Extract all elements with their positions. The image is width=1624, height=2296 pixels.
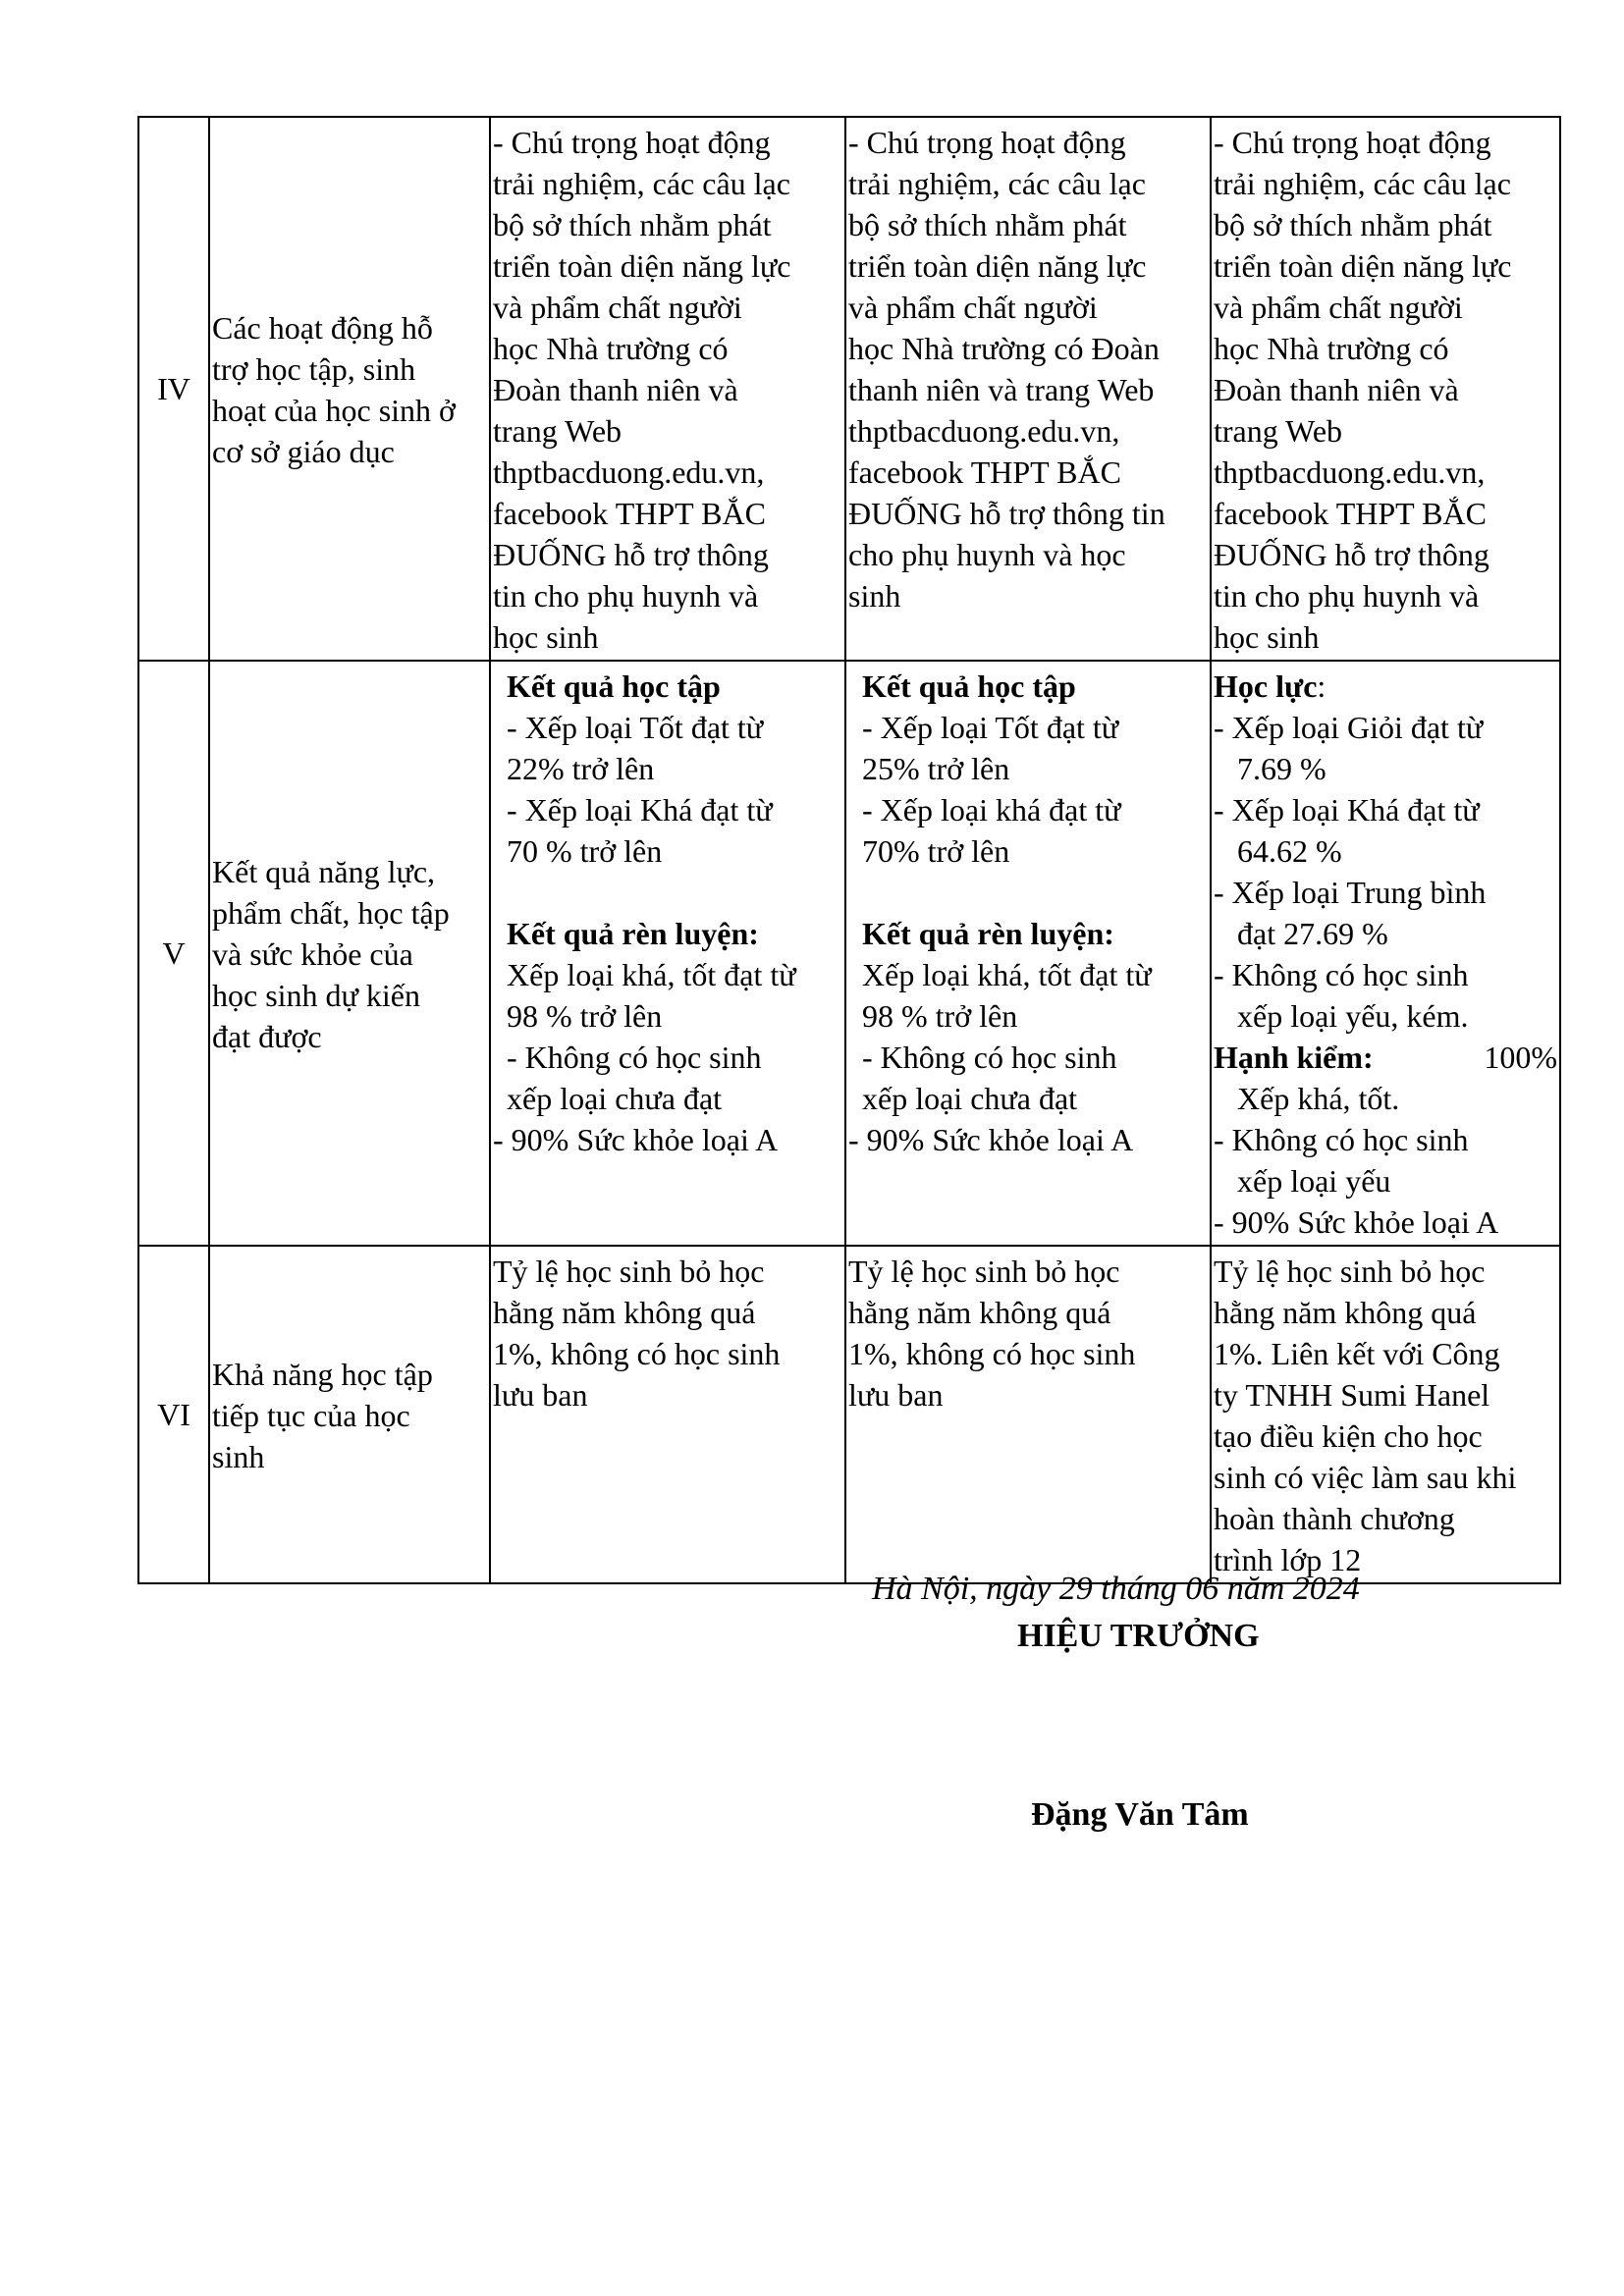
text-line: - Không có học sinh <box>1214 957 1469 992</box>
text-line: ty TNHH Sumi Hanel <box>1214 1377 1490 1413</box>
target-cell-1 <box>490 661 845 1246</box>
criterion-cell <box>209 117 490 661</box>
text-line: trợ học tập, sinh <box>212 351 416 387</box>
text-line: Kết quả năng lực, <box>212 854 436 889</box>
target-cell-1 <box>490 117 845 661</box>
text-line: bộ sở thích nhằm phát <box>1214 207 1492 242</box>
text-line: bộ sở thích nhằm phát <box>848 207 1127 242</box>
text-line: đạt được <box>212 1019 322 1054</box>
text-line: 70% trở lên <box>862 833 1010 869</box>
text-line: lưu ban <box>493 1377 588 1413</box>
text-line: sinh <box>212 1439 265 1474</box>
text-line: trải nghiệm, các câu lạc <box>848 166 1146 201</box>
text-line: xếp loại chưa đạt <box>507 1081 723 1116</box>
text-line: hằng năm không quá <box>493 1295 756 1330</box>
target-cell-3 <box>1211 117 1560 661</box>
text-line: - Xếp loại Khá đạt từ <box>1214 792 1480 828</box>
text-line: - Xếp loại Tốt đạt từ <box>507 710 764 745</box>
text-line: và phẩm chất người <box>493 290 742 325</box>
heading-label: Hạnh kiểm: <box>1214 1040 1374 1075</box>
text-line: xếp loại chưa đạt <box>862 1081 1078 1116</box>
text-line: facebook THPT BẮC <box>493 496 766 531</box>
text-line: tạo điều kiện cho học <box>1214 1418 1483 1454</box>
heading-suffix: : <box>1317 668 1326 704</box>
text-line: - 90% Sức khỏe loại A <box>493 1122 779 1157</box>
report-table <box>137 116 1561 1584</box>
text-line: 22% trở lên <box>507 751 655 786</box>
text-line: tin cho phụ huynh và <box>493 578 759 614</box>
text-line: trải nghiệm, các câu lạc <box>493 166 790 201</box>
text-line: cho phụ huynh và học <box>848 537 1126 572</box>
text-line: Khả năng học tập <box>212 1357 433 1392</box>
text-line: và phẩm chất người <box>1214 290 1463 325</box>
text-line: - Xếp loại Giỏi đạt từ <box>1214 710 1484 745</box>
text-line: 1%. Liên kết với Công <box>1214 1336 1500 1371</box>
text-line: phẩm chất, học tập <box>212 895 450 931</box>
target-cell-3 <box>1211 661 1560 1246</box>
row-number: V <box>138 661 209 1246</box>
text-line: học Nhà trường có Đoàn <box>848 331 1160 366</box>
text-line: cơ sở giáo dục <box>212 434 395 469</box>
text-line: Xếp khá, tốt. <box>1237 1081 1400 1116</box>
text-line: 7.69 % <box>1237 751 1326 786</box>
table-row-iv <box>138 117 1560 661</box>
text-line: 1%, không có học sinh <box>493 1336 781 1371</box>
text-line: lưu ban <box>848 1377 944 1413</box>
section-heading <box>1214 1037 1557 1078</box>
text-line: ĐUỐNG hỗ trợ thông tin <box>848 496 1165 531</box>
text-line: trình lớp 12 <box>1214 1542 1362 1577</box>
signature-date: Hà Nội, ngày 29 tháng 06 năm 2024 <box>872 1571 1360 1607</box>
text-line: Xếp loại khá, tốt đạt từ <box>862 957 1152 992</box>
section-heading: Kết quả học tập <box>862 668 1076 704</box>
text-line: - Chú trọng hoạt động <box>493 125 771 160</box>
spacer <box>848 872 1208 913</box>
target-cell-2 <box>845 117 1211 661</box>
text-line: thptbacduong.edu.vn, <box>848 413 1120 449</box>
text-line: học sinh dự kiến <box>212 978 420 1013</box>
text-line: Tỷ lệ học sinh bỏ học <box>493 1254 765 1289</box>
text-line: triển toàn diện năng lực <box>493 248 791 284</box>
text-line: triển toàn diện năng lực <box>848 248 1147 284</box>
text-line: 64.62 % <box>1237 833 1342 869</box>
heading-label: Học lực <box>1214 668 1318 704</box>
text-line: - 90% Sức khỏe loại A <box>848 1122 1134 1157</box>
text-line: hoạt của học sinh ở <box>212 393 456 428</box>
text-line: Đoàn thanh niên và <box>493 372 738 407</box>
spacer <box>493 872 842 913</box>
text-line: - Không có học sinh <box>1214 1122 1469 1157</box>
text-line: - Xếp loại Khá đạt từ <box>507 792 773 828</box>
text-line: - 90% Sức khỏe loại A <box>1214 1204 1499 1240</box>
text-line: Tỷ lệ học sinh bỏ học <box>1214 1254 1486 1289</box>
text-line: và phẩm chất người <box>848 290 1098 325</box>
text-line: ĐUỐNG hỗ trợ thông <box>1214 537 1489 572</box>
text-line: thanh niên và trang Web <box>848 372 1155 407</box>
text-line: 25% trở lên <box>862 751 1010 786</box>
text-line: thptbacduong.edu.vn, <box>493 454 765 490</box>
text-line: ĐUỐNG hỗ trợ thông <box>493 537 769 572</box>
text-line: thptbacduong.edu.vn, <box>1214 454 1486 490</box>
table-row-v <box>138 661 1560 1246</box>
text-line: hằng năm không quá <box>848 1295 1111 1330</box>
text-line: sinh <box>848 578 901 614</box>
row-number: VI <box>138 1246 209 1583</box>
text-line: trang Web <box>493 413 623 449</box>
text-line: 98 % trở lên <box>862 998 1018 1034</box>
signer-name: Đặng Văn Tâm <box>1031 1796 1249 1833</box>
text-line: Tỷ lệ học sinh bỏ học <box>848 1254 1120 1289</box>
target-cell-3 <box>1211 1246 1560 1583</box>
text-line: - Xếp loại Trung bình <box>1214 875 1487 910</box>
text-line: học Nhà trường có <box>1214 331 1449 366</box>
text-line: học Nhà trường có <box>493 331 729 366</box>
text-line: trang Web <box>1214 413 1343 449</box>
text-line: học sinh <box>493 619 599 655</box>
text-line: facebook THPT BẮC <box>848 454 1121 490</box>
text-line: Các hoạt động hỗ <box>212 310 433 346</box>
text-line: trải nghiệm, các câu lạc <box>1214 166 1511 201</box>
text-line: Xếp loại khá, tốt đạt từ <box>507 957 796 992</box>
text-line: 70 % trở lên <box>507 833 663 869</box>
text-line: - Không có học sinh <box>507 1040 762 1075</box>
section-heading: Kết quả rèn luyện: <box>507 916 759 951</box>
text-line: - Chú trọng hoạt động <box>848 125 1126 160</box>
text-line: triển toàn diện năng lực <box>1214 248 1512 284</box>
text-line: hoàn thành chương <box>1214 1501 1455 1536</box>
row-number: IV <box>138 117 209 661</box>
text-line: - Xếp loại Tốt đạt từ <box>862 710 1119 745</box>
target-cell-2 <box>845 1246 1211 1583</box>
section-heading: Kết quả học tập <box>507 668 721 704</box>
text-line: đạt 27.69 % <box>1237 916 1388 951</box>
heading-suffix: 100% <box>1484 1040 1557 1075</box>
criterion-cell <box>209 661 490 1246</box>
text-line: facebook THPT BẮC <box>1214 496 1487 531</box>
text-line: sinh có việc làm sau khi <box>1214 1460 1517 1495</box>
text-line: 1%, không có học sinh <box>848 1336 1136 1371</box>
criterion-cell <box>209 1246 490 1583</box>
signature-role: HIỆU TRƯỞNG <box>1017 1618 1260 1654</box>
text-line: tin cho phụ huynh và <box>1214 578 1480 614</box>
table-row-vi <box>138 1246 1560 1583</box>
text-line: - Không có học sinh <box>862 1040 1117 1075</box>
text-line: Đoàn thanh niên và <box>1214 372 1459 407</box>
text-line: học sinh <box>1214 619 1320 655</box>
text-line: bộ sở thích nhằm phát <box>493 207 772 242</box>
section-heading: Kết quả rèn luyện: <box>862 916 1114 951</box>
text-line: xếp loại yếu, kém. <box>1237 998 1469 1034</box>
text-line: tiếp tục của học <box>212 1398 410 1433</box>
target-cell-1 <box>490 1246 845 1583</box>
text-line: hằng năm không quá <box>1214 1295 1477 1330</box>
text-line: 98 % trở lên <box>507 998 663 1034</box>
text-line: xếp loại yếu <box>1237 1163 1391 1199</box>
target-cell-2 <box>845 661 1211 1246</box>
text-line: - Chú trọng hoạt động <box>1214 125 1491 160</box>
text-line: - Xếp loại khá đạt từ <box>862 792 1121 828</box>
section-heading <box>1214 666 1557 707</box>
text-line: và sức khỏe của <box>212 936 413 972</box>
